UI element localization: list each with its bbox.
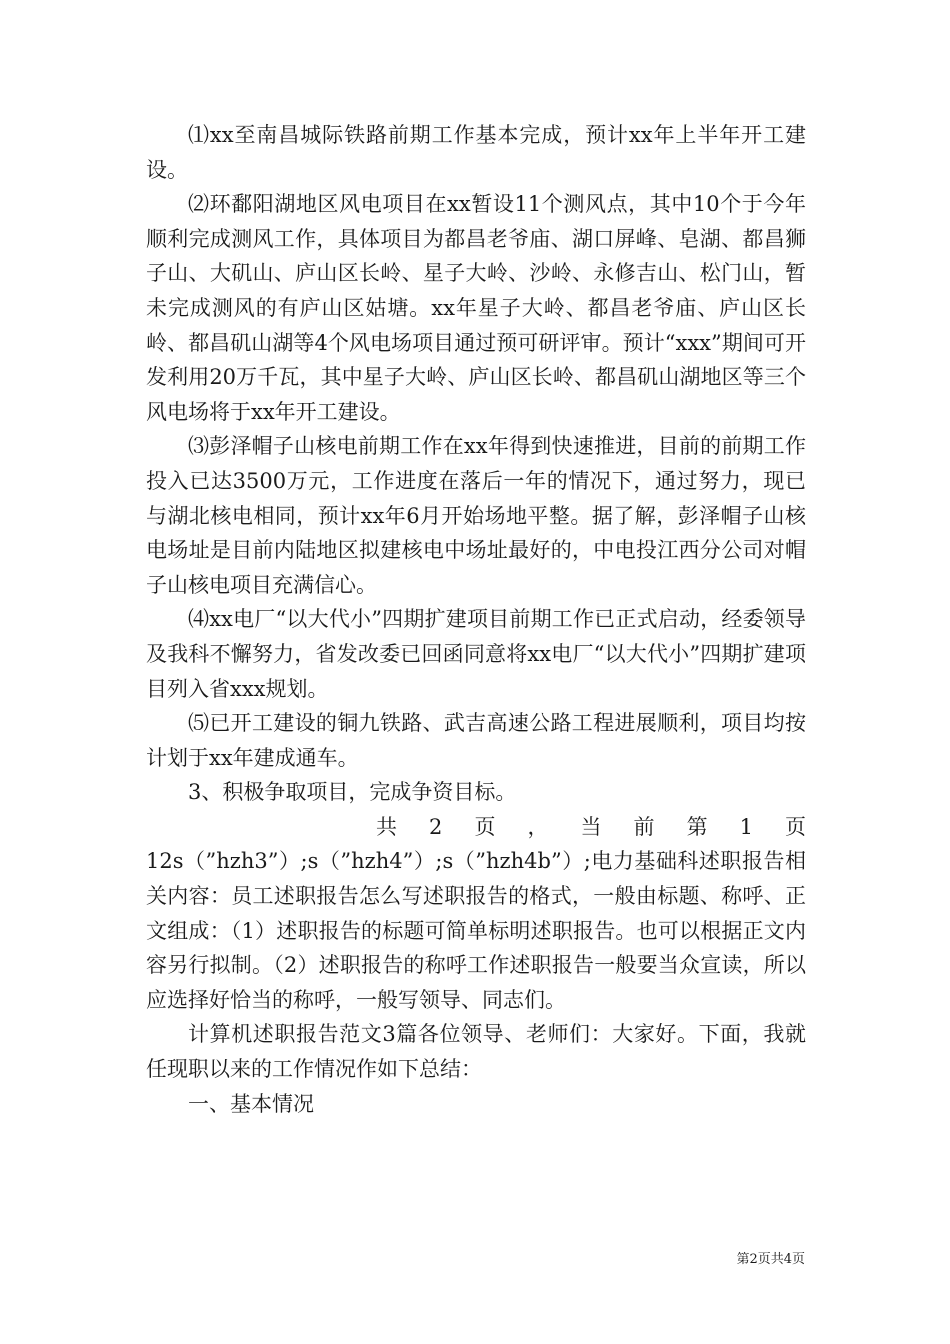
paragraph-item-4: ⑷xx电厂“以大代小”四期扩建项目前期工作已正式启动，经委领导及我科不懈努力，省发改委已回函同意将xx电厂“以大代小”四期扩建项目列入省xxx规划。 xyxy=(146,607,806,701)
pager-token: ， xyxy=(527,814,549,839)
closing-heading: 一、基本情况 xyxy=(188,1091,314,1116)
page-counter-line xyxy=(146,810,806,845)
pager-token: 1 xyxy=(739,814,753,839)
paragraph-item-3: ⑶彭泽帽子山核电前期工作在xx年得到快速推进，目前的前期工作投入已达3500万元，工作进度在落后一年的情况下，通过努力，现已与湖北核电相同，预计xx年6月开始场地平整。据了解，彭泽帽子山核电场址是目前内陆地区拟建核电中场址最好的，中电投江西分公司对帽子山核电项目充满信心。 xyxy=(146,434,806,597)
pager-token: 页 xyxy=(474,814,496,839)
pager-token: 共 xyxy=(376,814,397,839)
pager-token: 前 xyxy=(633,814,655,839)
document-body xyxy=(146,118,806,1121)
paragraph-item-5: ⑸已开工建设的铜九铁路、武吉高速公路工程进展顺利，项目均按计划于xx年建成通车。 xyxy=(146,711,806,770)
pager-token: 第 xyxy=(686,814,708,839)
pager-token: 2 xyxy=(429,814,443,839)
pager-token: 页 xyxy=(785,814,806,839)
page-footer: 第2页共4页 xyxy=(736,1252,805,1267)
pager-token: 当 xyxy=(580,814,602,839)
section-heading-3: 3、积极争取项目，完成争资目标。 xyxy=(188,780,517,805)
closing-paragraph-1: 计算机述职报告范文3篇各位领导、老师们：大家好。下面，我就任现职以来的工作情况作如下总结： xyxy=(146,1022,806,1082)
paragraph-item-1: ⑴xx至南昌城际铁路前期工作基本完成，预计xx年上半年开工建设。 xyxy=(146,123,806,182)
paragraph-item-2: ⑵环鄱阳湖地区风电项目在xx暂设11个测风点，其中10个于今年顺利完成测风工作，具体项目为都昌老爷庙、湖口屏峰、皂湖、都昌狮子山、大矶山、庐山区长岭、星子大岭、沙岭、永修吉山、松门山，暂未完成测风的有庐山区姑塘。xx年星子大岭、都昌老爷庙、庐山区长岭、都昌矶山湖等4个风电场项目通过预可研评审。预计“xxx”期间可开发利用20万千瓦，其中星子大岭、庐山区长岭、都昌矶山湖地区等三个风电场将于xx年开工建设。 xyxy=(146,192,806,424)
continuation-paragraph: 12s（”hzh3”）;s（”hzh4”）;s（”hzh4b”）;电力基础科述职报告相关内容：员工述职报告怎么写述职报告的格式，一般由标题、称呼、正文组成：（1）述职报告的标题可简单标明述职报告。也可以根据正文内容另行拟制。（2）述职报告的称呼工作述职报告一般要当众宣读，所以应选择好恰当的称呼，一般写领导、同志们。 xyxy=(146,849,806,1012)
